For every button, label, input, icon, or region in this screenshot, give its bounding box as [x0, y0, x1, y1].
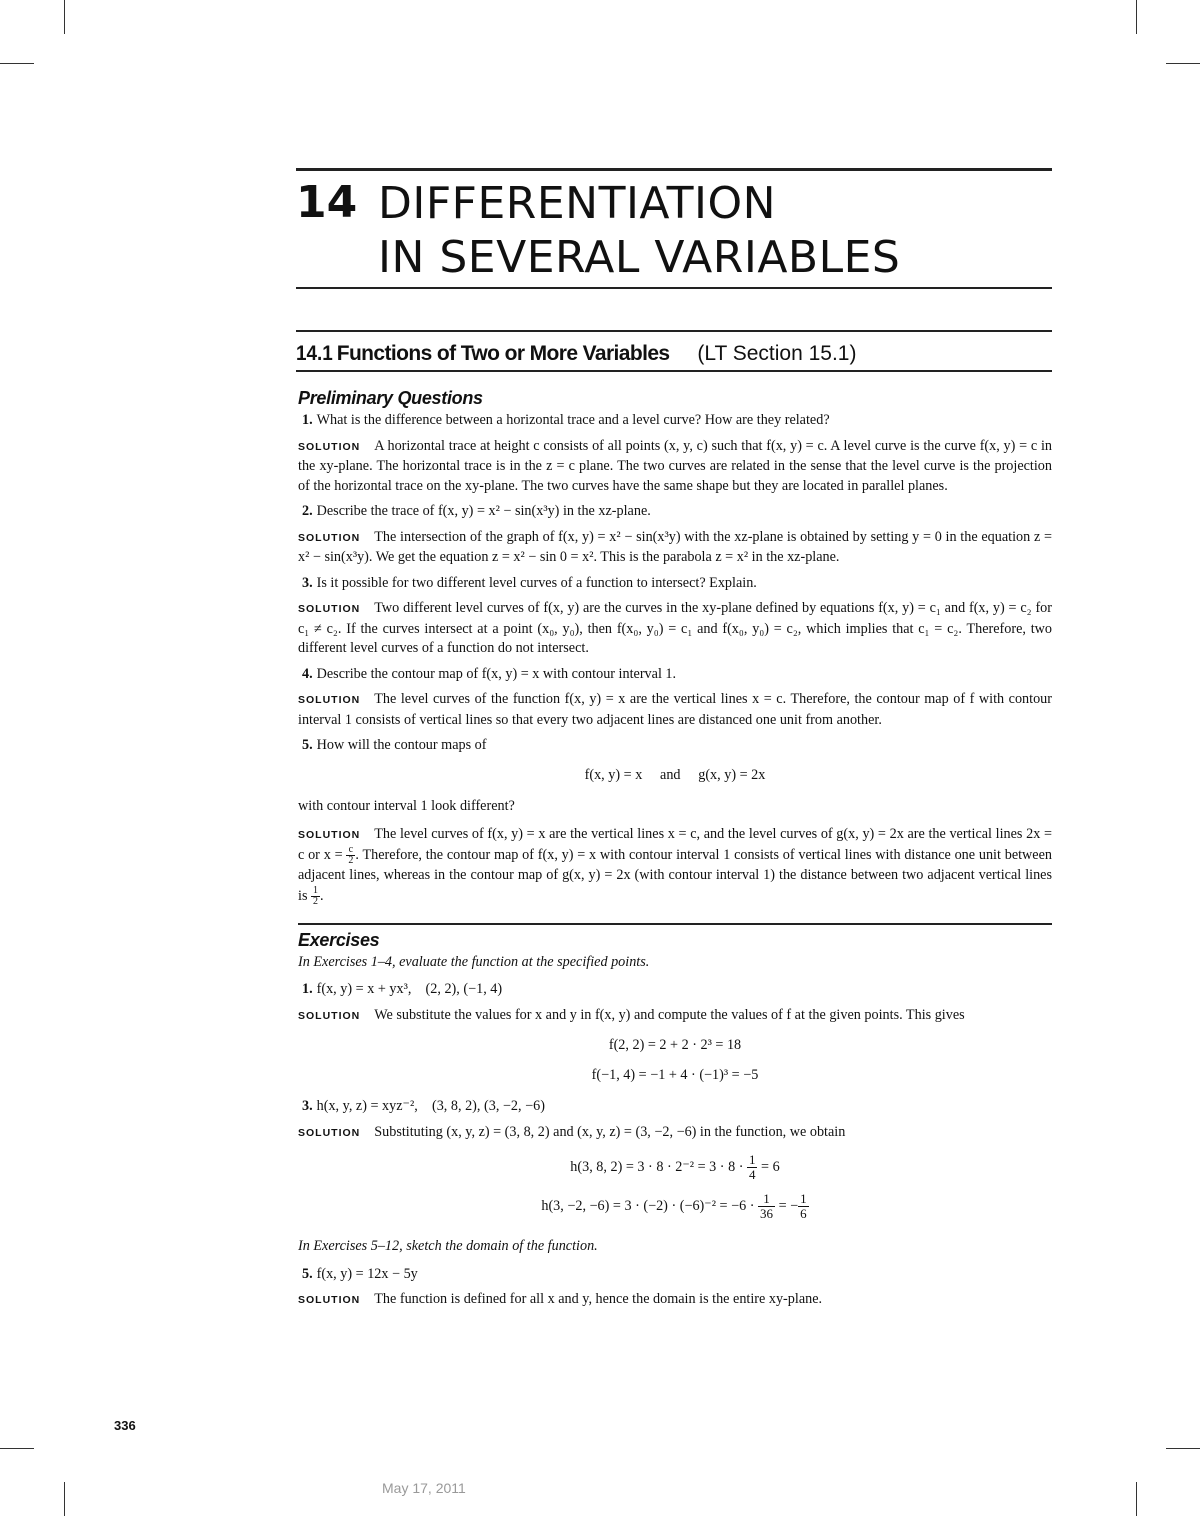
equation: f(2, 2) = 2 + 2 · 2³ = 18	[608, 1037, 742, 1053]
solution-text: Substituting (x, y, z) = (3, 8, 2) and (x, y, z) = (3, −2, −6) in the function, we obtain	[374, 1123, 846, 1140]
exercises-rule	[298, 923, 1052, 925]
solution-3	[298, 599, 1052, 659]
solution-text: The level curves of the function f(x, y) = x are the vertical lines x = c. Therefore, the contour map of f with contour interval 1 consists of vertical lines so that every two adjacent lines are distanced one unit from another.	[298, 691, 1052, 728]
question-5-continuation: with contour interval 1 look different?	[298, 798, 515, 814]
solution-text: .	[320, 887, 324, 904]
exercise-5-solution	[298, 1290, 1052, 1311]
denominator: 2	[348, 855, 354, 866]
chapter-title	[296, 171, 1052, 287]
question-3	[302, 574, 1052, 594]
chapter-number: 14	[296, 177, 358, 228]
question-number: 1.	[302, 412, 313, 428]
solution-text: A horizontal trace at height c consists of all points (x, y, c) such that f(x, y) = c. A level curve is the curve f(x, y) = c in the xy-plane. The horizontal trace is in the z = c plane. The two curves are related in the sense that the level curve is the projection of the horizontal trace on the xy-plane. The two curves have the same shape but they are located in parallel planes.	[298, 437, 1052, 494]
exercise-number: 1.	[302, 981, 313, 997]
section-name: Functions of Two or More Variables	[336, 342, 670, 365]
question-text: What is the difference between a horizontal trace and a level curve? How are they related?	[316, 412, 830, 428]
fraction	[798, 1192, 809, 1221]
exercise-1	[302, 980, 1052, 1000]
denominator: 6	[800, 1206, 807, 1221]
solution-label: SOLUTION	[298, 1294, 361, 1306]
solution-text: The level curves of f(x, y) = x are the vertical lines x = c, and the level curves of g(x, y) = 2x are the vertical lines 2x = c or x =	[298, 825, 1052, 863]
solution-2	[298, 528, 1052, 568]
footer-date: May 17, 2011	[382, 1480, 466, 1496]
question-text: How will the contour maps of	[316, 737, 487, 753]
question-text: Is it possible for two different level curves of a function to intersect? Explain.	[316, 574, 757, 591]
section-ref: (LT Section 15.1)	[697, 342, 857, 365]
solution-text: The function is defined for all x and y, hence the domain is the entire xy-plane.	[374, 1291, 823, 1307]
fraction	[747, 1153, 758, 1182]
question-number: 2.	[302, 503, 313, 519]
numerator: c	[346, 845, 355, 856]
chapter-bottom-rule	[296, 287, 1052, 289]
exercise-3-equations	[298, 1153, 1052, 1221]
exercise-1-solution	[298, 1006, 1052, 1027]
crop-mark	[64, 0, 65, 34]
fraction	[758, 1192, 775, 1221]
equation	[298, 1192, 1052, 1221]
solution-label: SOLUTION	[298, 694, 361, 706]
exercise-number: 5.	[302, 1265, 313, 1282]
solution-label: SOLUTION	[298, 1126, 361, 1139]
question-number: 5.	[302, 737, 313, 753]
solution-1	[298, 437, 1052, 497]
denominator: 2	[313, 895, 319, 907]
equation: f(−1, 4) = −1 + 4 · (−1)³ = −5	[591, 1066, 759, 1083]
chapter-title-line-1: DIFFERENTIATION	[378, 178, 776, 229]
crop-mark	[64, 1482, 65, 1516]
exercise-number: 3.	[302, 1098, 313, 1114]
question-2	[302, 502, 1052, 522]
exercises-heading: Exercises	[298, 929, 380, 950]
fraction	[311, 886, 320, 907]
equation-part: = 6	[757, 1158, 780, 1175]
numerator: 1	[758, 1192, 775, 1207]
exercises-instruction: In Exercises 1–4, evaluate the function at the specified points.	[298, 953, 650, 970]
exercise-text: f(x, y) = 12x − 5y	[316, 1265, 418, 1282]
equation-part: = −	[775, 1197, 799, 1214]
solution-text: Two different level curves of f(x, y) are the curves in the xy-plane defined by equations f(x, y) = c₁ and f(x, y) = c₂ for c₁ ≠ c₂. If the curves intersect at a point (x₀, y₀), then f(x₀, y₀) = c₁ and f(x₀, y₀) = c₂, which implies that c₁ = c₂. Therefore, two different level curves of a function do not intersect.	[298, 600, 1052, 656]
solution-label: SOLUTION	[298, 603, 361, 615]
exercise-1-equations	[298, 1036, 1052, 1085]
section-header	[296, 330, 1052, 372]
solution-5	[298, 825, 1052, 907]
denominator: 36	[760, 1206, 774, 1221]
solution-label: SOLUTION	[298, 828, 361, 841]
section-number: 14.1	[296, 342, 333, 365]
question-5	[302, 736, 1052, 756]
equation-part: h(3, 8, 2) = 3 · 8 · 2⁻² = 3 · 8 ·	[570, 1158, 747, 1175]
equation	[298, 1153, 1052, 1182]
question-text: Describe the trace of f(x, y) = x² − sin(x³y) in the xz-plane.	[316, 503, 651, 519]
question-text: Describe the contour map of f(x, y) = x with contour interval 1.	[316, 665, 677, 682]
chapter-title-text	[378, 177, 900, 285]
exercise-text: f(x, y) = x + yx³, (2, 2), (−1, 4)	[316, 981, 503, 997]
crop-mark	[0, 1448, 34, 1449]
question-1	[302, 411, 1052, 431]
page-number: 336	[114, 1418, 136, 1433]
denominator: 4	[748, 1167, 756, 1182]
crop-mark	[1166, 63, 1200, 64]
display-equation: f(x, y) = x and g(x, y) = 2x	[584, 766, 766, 783]
crop-mark	[1136, 0, 1137, 34]
solution-label: SOLUTION	[298, 1009, 361, 1022]
crop-mark	[1136, 1482, 1137, 1516]
preliminary-heading: Preliminary Questions	[298, 388, 483, 408]
equation-part: h(3, −2, −6) = 3 · (−2) · (−6)⁻² = −6 ·	[541, 1197, 759, 1214]
crop-mark	[1166, 1448, 1200, 1449]
exercise-text: h(x, y, z) = xyz⁻², (3, 8, 2), (3, −2, −6)	[316, 1098, 545, 1114]
question-number: 4.	[302, 665, 313, 682]
section-title	[296, 332, 1052, 370]
numerator: 1	[748, 1152, 756, 1167]
solution-4	[298, 690, 1052, 730]
solution-label: SOLUTION	[298, 531, 361, 544]
question-4	[302, 665, 1052, 685]
page-content	[298, 385, 1052, 1317]
exercise-5	[302, 1265, 1052, 1285]
numerator: 1	[313, 884, 319, 896]
solution-text: We substitute the values for x and y in f(x, y) and compute the values of f at the given points. This gives	[374, 1006, 965, 1023]
solution-label: SOLUTION	[298, 440, 361, 453]
exercises-instruction-2: In Exercises 5–12, sketch the domain of the function.	[298, 1238, 598, 1254]
crop-mark	[0, 63, 34, 64]
numerator: 1	[800, 1191, 807, 1206]
exercise-3	[302, 1097, 1052, 1117]
solution-text: The intersection of the graph of f(x, y) = x² − sin(x³y) with the xz-plane is obtained by setting y = 0 in the equation z = x² − sin(x³y). We get the equation z = x² − sin 0 = x². This is the parabola z = x² in the xz-plane.	[298, 528, 1052, 565]
chapter-header	[296, 168, 1052, 289]
solution-text: . Therefore, the contour map of f(x, y) = x with contour interval 1 consists of vertical lines with distance one unit between adjacent lines, whereas in the contour map of g(x, y) = 2x (with contour interval 1) the distance between two adjacent vertical lines is	[298, 846, 1052, 904]
chapter-title-line-2: IN SEVERAL VARIABLES	[378, 232, 901, 283]
question-number: 3.	[302, 574, 313, 591]
exercise-3-solution	[298, 1123, 1052, 1144]
